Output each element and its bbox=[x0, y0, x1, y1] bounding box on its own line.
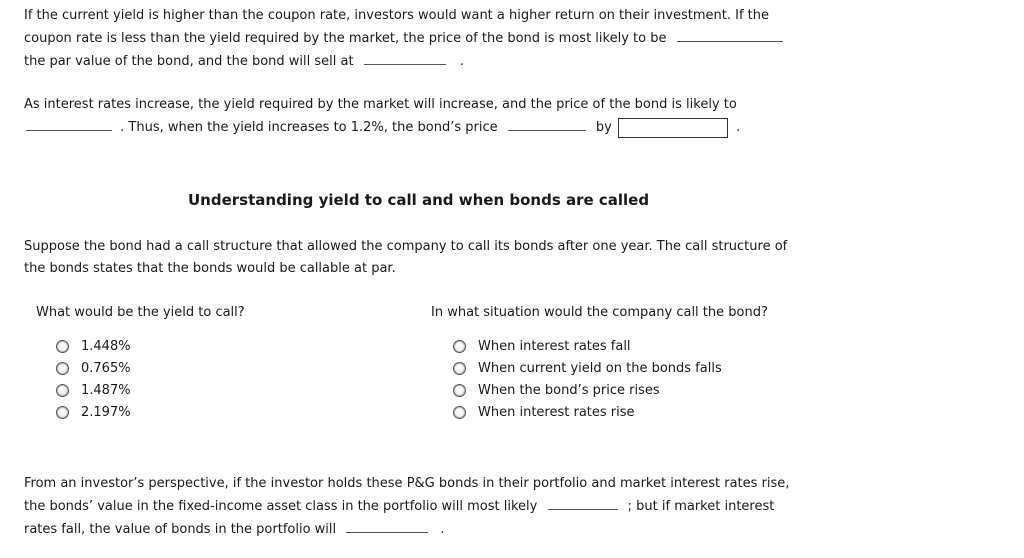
ytc-option-1[interactable] bbox=[56, 335, 131, 357]
ytc-option-label: 1.487% bbox=[81, 382, 131, 398]
para1-line3 bbox=[24, 50, 824, 73]
value-when-rates-rise-dropdown[interactable] bbox=[548, 495, 618, 510]
para4-line2 bbox=[24, 495, 844, 518]
ytc-option-2[interactable] bbox=[56, 357, 131, 379]
para4-line3 bbox=[24, 518, 844, 541]
call-option-1[interactable] bbox=[453, 335, 722, 357]
bond-sells-at-dropdown[interactable] bbox=[364, 50, 446, 65]
para3-line1: Suppose the bond had a call structure that allowed the company to call its bonds after one year. The call structure of bbox=[24, 239, 788, 254]
radio-button-icon[interactable] bbox=[453, 340, 466, 353]
call-option-label: When current yield on the bonds falls bbox=[478, 360, 722, 376]
radio-button-icon[interactable] bbox=[453, 406, 466, 419]
call-option-label: When the bond’s price rises bbox=[478, 382, 660, 398]
ytc-option-label: 1.448% bbox=[81, 338, 131, 354]
ytc-option-label: 0.765% bbox=[81, 360, 131, 376]
radio-button-icon[interactable] bbox=[56, 406, 69, 419]
paragraph-call-structure bbox=[24, 236, 824, 280]
call-situation-question: In what situation would the company call the bond? bbox=[431, 305, 768, 320]
radio-button-icon[interactable] bbox=[56, 384, 69, 397]
para2-line2 bbox=[24, 116, 824, 139]
radio-button-icon[interactable] bbox=[56, 340, 69, 353]
call-option-label: When interest rates fall bbox=[478, 338, 631, 354]
para4-line2-text-b: ; but if market interest bbox=[627, 499, 775, 514]
ytc-option-3[interactable] bbox=[56, 379, 131, 401]
ytc-option-4[interactable] bbox=[56, 401, 131, 423]
price-direction-dropdown[interactable] bbox=[26, 116, 112, 131]
para2-line1: As interest rates increase, the yield required by the market will increase, and the price of the bond is likely to bbox=[24, 97, 737, 112]
value-when-rates-fall-dropdown[interactable] bbox=[346, 518, 428, 533]
para1-line2 bbox=[24, 27, 824, 50]
ytc-option-label: 2.197% bbox=[81, 404, 131, 420]
para4-line3-text: rates fall, the value of bonds in the portfolio will bbox=[24, 522, 337, 537]
para2-text-b: by bbox=[595, 120, 612, 135]
para2-period: . bbox=[736, 120, 741, 135]
price-change-amount-input[interactable] bbox=[618, 118, 728, 138]
para3-line2: the bonds states that the bonds would be callable at par. bbox=[24, 261, 396, 276]
para4-line1: From an investor’s perspective, if the investor holds these P&G bonds in their portfolio and market interest rates rise, bbox=[24, 476, 790, 491]
radio-button-icon[interactable] bbox=[453, 384, 466, 397]
radio-button-icon[interactable] bbox=[453, 362, 466, 375]
call-option-2[interactable] bbox=[453, 357, 722, 379]
yield-to-call-options bbox=[56, 335, 131, 423]
bond-price-vs-par-dropdown[interactable] bbox=[677, 27, 783, 42]
yield-to-call-question: What would be the yield to call? bbox=[36, 305, 245, 320]
call-option-4[interactable] bbox=[453, 401, 722, 423]
para2-text-a: . Thus, when the yield increases to 1.2%, the bond’s price bbox=[120, 120, 498, 135]
price-change-dropdown[interactable] bbox=[508, 116, 586, 131]
para1-period: . bbox=[459, 54, 464, 69]
para1-line2-text: coupon rate is less than the yield required by the market, the price of the bond is most likely to be bbox=[24, 31, 667, 46]
radio-button-icon[interactable] bbox=[56, 362, 69, 375]
paragraph-current-yield bbox=[24, 5, 824, 73]
paragraph-investor-perspective bbox=[24, 473, 844, 541]
para4-line2-text-a: the bonds’ value in the fixed-income asset class in the portfolio will most likely bbox=[24, 499, 538, 514]
paragraph-interest-rates bbox=[24, 94, 824, 139]
para1-line1: If the current yield is higher than the coupon rate, investors would want a higher return on their investment. If the bbox=[24, 8, 770, 23]
call-situation-options bbox=[453, 335, 722, 423]
para4-period: . bbox=[440, 522, 445, 537]
section-heading: Understanding yield to call and when bonds are called bbox=[188, 191, 650, 209]
call-option-label: When interest rates rise bbox=[478, 404, 635, 420]
call-option-3[interactable] bbox=[453, 379, 722, 401]
para1-line3-text: the par value of the bond, and the bond will sell at bbox=[24, 54, 354, 69]
